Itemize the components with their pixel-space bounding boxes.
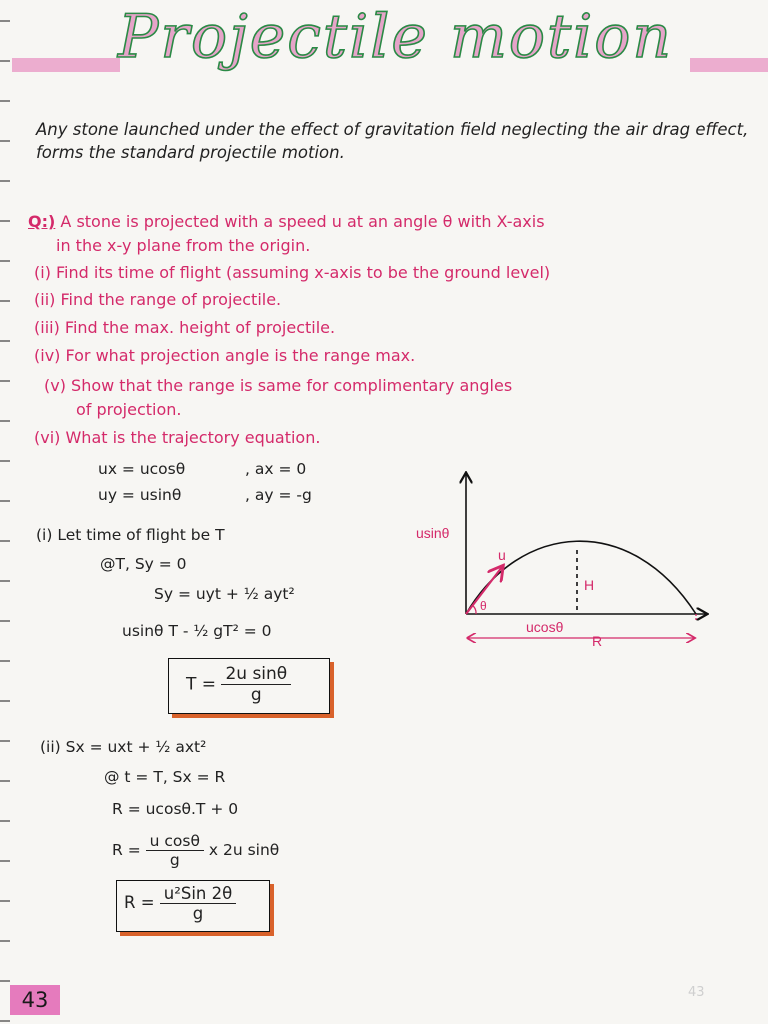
question-line-1 (28, 212, 545, 231)
t-result-denominator: g (250, 685, 262, 705)
r-eq2-numerator: u cosθ (146, 832, 204, 851)
question-part-iii: (iii) Find the max. height of projectile. (34, 318, 336, 337)
ucos-label: ucosθ (526, 619, 564, 635)
theta-label: θ (480, 599, 487, 613)
r-result-lhs: R = (124, 893, 155, 912)
r-eq2-fraction (146, 832, 204, 869)
ax-equation: , ax = 0 (245, 460, 307, 478)
part-i-heading: (i) Let time of flight be T (36, 526, 225, 544)
page-number-faint: 43 (688, 985, 705, 1000)
question-part-vi: (vi) What is the trajectory equation. (34, 428, 321, 447)
question-statement-1: A stone is projected with a speed u at an angle θ with X-axis (60, 212, 545, 231)
part-ii-heading: (ii) Sx = uxt + ½ axt² (40, 738, 207, 756)
t-result-numerator: 2u sinθ (221, 664, 291, 685)
usin-label: usinθ (416, 525, 450, 541)
intro-paragraph: Any stone launched under the effect of gravitation field neglecting the air drag effect, forms the standard projectile motion. (36, 120, 749, 162)
title-highlight-left (12, 58, 120, 72)
t-result-fraction (221, 664, 291, 705)
r-eq2-rhs: x 2u sinθ (208, 841, 280, 859)
r-result-denominator: g (192, 904, 204, 923)
part-ii-eq2 (112, 832, 279, 869)
r-label: R (592, 633, 603, 649)
uy-equation: uy = usinθ (98, 486, 182, 504)
r-eq2-denominator: g (169, 851, 180, 869)
part-i-eq2: usinθ T - ½ gT² = 0 (122, 622, 272, 640)
projectile-diagram (410, 462, 720, 662)
part-i-eq1: Sy = uyt + ½ ayt² (154, 585, 295, 603)
ay-equation: , ay = -g (245, 486, 312, 504)
r-eq2-lhs: R = (112, 841, 141, 859)
notebook-spiral (0, 0, 10, 1024)
range-result (124, 884, 236, 923)
part-i-condition: @T, Sy = 0 (100, 555, 187, 573)
question-part-iv: (iv) For what projection angle is the range max. (34, 346, 416, 365)
question-part-i: (i) Find its time of flight (assuming x-axis to be the ground level) (34, 263, 551, 282)
part-ii-eq1: R = ucosθ.T + 0 (112, 800, 239, 818)
r-result-fraction (160, 884, 236, 923)
question-part-ii: (ii) Find the range of projectile. (34, 290, 282, 309)
u-label: u (498, 547, 506, 563)
page-title: Projectile motion (118, 2, 674, 72)
ux-equation: ux = ucosθ (98, 460, 186, 478)
question-statement-2: in the x-y plane from the origin. (56, 236, 311, 255)
question-label: Q:) (28, 212, 56, 231)
h-label: H (584, 577, 595, 593)
part-ii-condition: @ t = T, Sx = R (104, 768, 226, 786)
r-result-numerator: u²Sin 2θ (160, 884, 236, 904)
t-result-lhs: T = (186, 674, 217, 695)
time-of-flight-result (186, 664, 291, 705)
page-number: 43 (10, 985, 60, 1015)
title-highlight-right (690, 58, 768, 72)
question-part-v: (v) Show that the range is same for complimentary angles (44, 376, 513, 395)
question-part-v-cont: of projection. (76, 400, 182, 419)
